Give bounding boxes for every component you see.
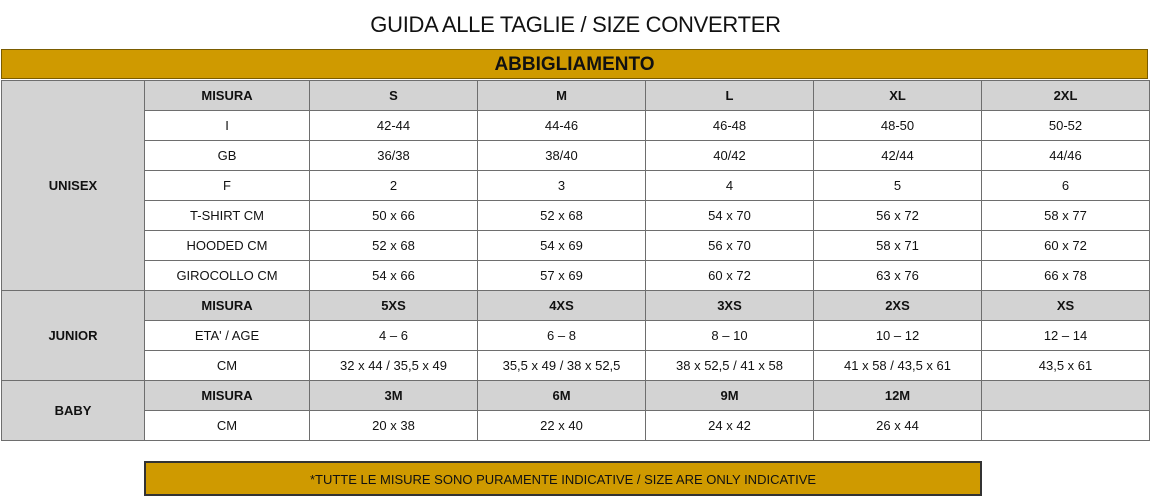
size-cell: 60 x 72 (982, 231, 1150, 261)
size-cell: 54 x 70 (646, 201, 814, 231)
size-cell: 3 (478, 171, 646, 201)
size-cell: 4 (646, 171, 814, 201)
row-label: GB (145, 141, 310, 171)
size-header: 12M (814, 381, 982, 411)
size-cell: 10 – 12 (814, 321, 982, 351)
size-cell: 24 x 42 (646, 411, 814, 441)
table-row (2, 111, 1150, 141)
size-header: XS (982, 291, 1150, 321)
size-cell: 63 x 76 (814, 261, 982, 291)
row-label: CM (145, 351, 310, 381)
header-row (2, 381, 1150, 411)
table-row (2, 231, 1150, 261)
row-label: CM (145, 411, 310, 441)
size-cell: 58 x 71 (814, 231, 982, 261)
size-cell: 8 – 10 (646, 321, 814, 351)
size-cell: 43,5 x 61 (982, 351, 1150, 381)
table-row (2, 261, 1150, 291)
size-cell: 57 x 69 (478, 261, 646, 291)
group-label: BABY (2, 381, 145, 441)
size-cell: 36/38 (310, 141, 478, 171)
size-cell: 42-44 (310, 111, 478, 141)
size-header: 6M (478, 381, 646, 411)
section-banner: ABBIGLIAMENTO (1, 49, 1148, 79)
header-row (2, 81, 1150, 111)
size-cell: 46-48 (646, 111, 814, 141)
table-row (2, 411, 1150, 441)
measure-header: MISURA (145, 381, 310, 411)
size-header: 3M (310, 381, 478, 411)
size-cell: 52 x 68 (478, 201, 646, 231)
size-cell: 56 x 70 (646, 231, 814, 261)
row-label: F (145, 171, 310, 201)
disclaimer-note: *TUTTE LE MISURE SONO PURAMENTE INDICATIVE / SIZE ARE ONLY INDICATIVE (144, 461, 982, 496)
group-unisex (2, 81, 1150, 291)
size-header: 4XS (478, 291, 646, 321)
group-label: UNISEX (2, 81, 145, 291)
size-cell: 41 x 58 / 43,5 x 61 (814, 351, 982, 381)
row-label: ETA' / AGE (145, 321, 310, 351)
size-header: M (478, 81, 646, 111)
table-row (2, 321, 1150, 351)
size-header (982, 381, 1150, 411)
table-row (2, 171, 1150, 201)
size-cell (982, 411, 1150, 441)
size-header: S (310, 81, 478, 111)
size-cell: 26 x 44 (814, 411, 982, 441)
size-cell: 50-52 (982, 111, 1150, 141)
size-cell: 22 x 40 (478, 411, 646, 441)
size-header: 2XL (982, 81, 1150, 111)
size-header: XL (814, 81, 982, 111)
size-cell: 44-46 (478, 111, 646, 141)
row-label: I (145, 111, 310, 141)
size-header: 2XS (814, 291, 982, 321)
size-cell: 58 x 77 (982, 201, 1150, 231)
table-row (2, 351, 1150, 381)
size-cell: 66 x 78 (982, 261, 1150, 291)
size-cell: 50 x 66 (310, 201, 478, 231)
header-row (2, 291, 1150, 321)
size-cell: 38/40 (478, 141, 646, 171)
size-table (1, 80, 1150, 441)
size-cell: 54 x 66 (310, 261, 478, 291)
size-cell: 52 x 68 (310, 231, 478, 261)
size-cell: 40/42 (646, 141, 814, 171)
size-cell: 38 x 52,5 / 41 x 58 (646, 351, 814, 381)
table-row (2, 201, 1150, 231)
size-cell: 2 (310, 171, 478, 201)
size-cell: 20 x 38 (310, 411, 478, 441)
page-title: GUIDA ALLE TAGLIE / SIZE CONVERTER (370, 12, 781, 37)
size-cell: 56 x 72 (814, 201, 982, 231)
size-cell: 35,5 x 49 / 38 x 52,5 (478, 351, 646, 381)
size-cell: 60 x 72 (646, 261, 814, 291)
size-cell: 42/44 (814, 141, 982, 171)
size-header: L (646, 81, 814, 111)
size-header: 9M (646, 381, 814, 411)
size-cell: 6 (982, 171, 1150, 201)
row-label: GIROCOLLO CM (145, 261, 310, 291)
size-cell: 12 – 14 (982, 321, 1150, 351)
size-cell: 5 (814, 171, 982, 201)
group-baby (2, 381, 1150, 441)
measure-header: MISURA (145, 291, 310, 321)
size-cell: 32 x 44 / 35,5 x 49 (310, 351, 478, 381)
size-cell: 6 – 8 (478, 321, 646, 351)
size-cell: 54 x 69 (478, 231, 646, 261)
measure-header: MISURA (145, 81, 310, 111)
row-label: HOODED CM (145, 231, 310, 261)
size-cell: 48-50 (814, 111, 982, 141)
size-header: 3XS (646, 291, 814, 321)
table-row (2, 141, 1150, 171)
size-cell: 44/46 (982, 141, 1150, 171)
group-junior (2, 291, 1150, 381)
row-label: T-SHIRT CM (145, 201, 310, 231)
group-label: JUNIOR (2, 291, 145, 381)
size-header: 5XS (310, 291, 478, 321)
size-cell: 4 – 6 (310, 321, 478, 351)
